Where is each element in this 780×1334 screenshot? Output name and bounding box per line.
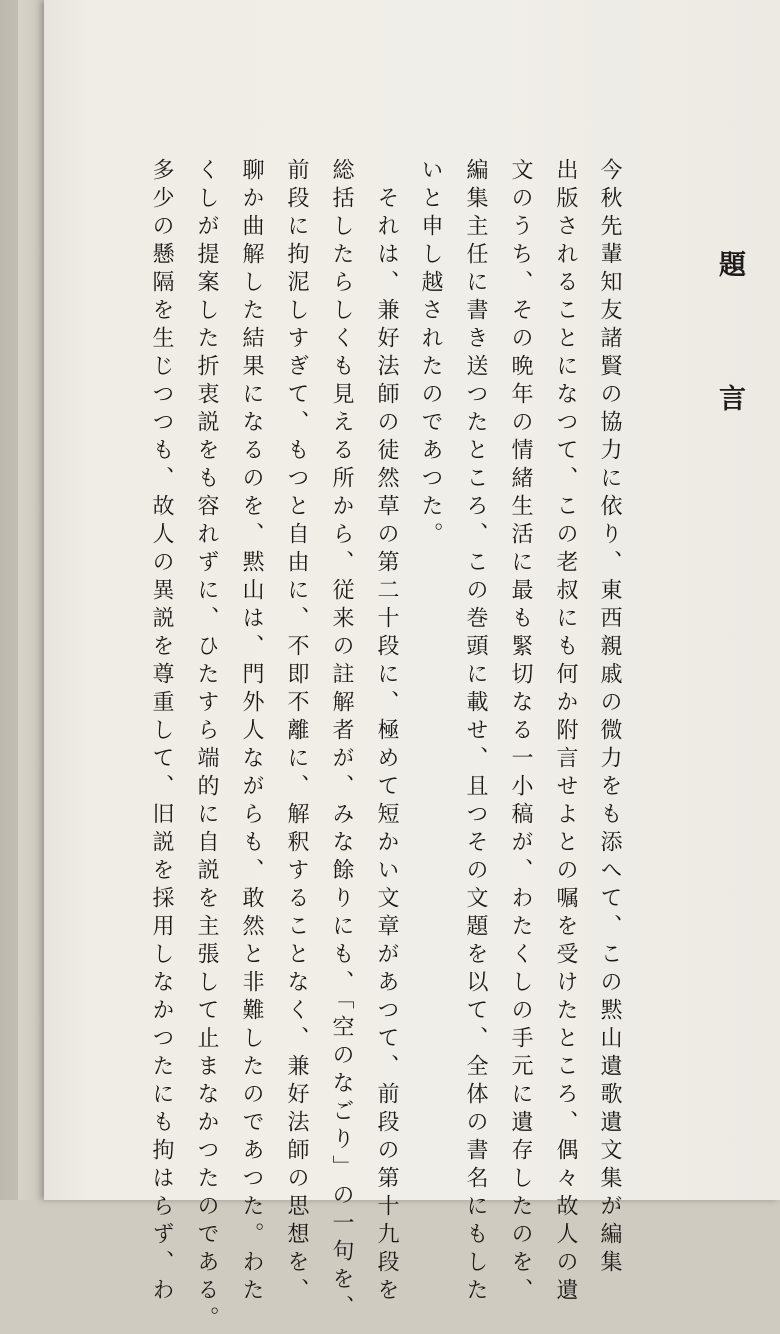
text-column-1: 今秋先輩知友諸賢の協力に依り、東西親戚の微力をも添へて、この黙山遺歌遺文集が編集 [597, 158, 622, 1278]
text-column-6: それは、兼好法師の徒然草の第二十段に、極めて短かい文章があつて、前段の第十九段を [374, 158, 399, 1306]
text-column-9: 聊か曲解した結果になるのを、黙山は、門外人ながらも、敢然と非難したのであつた。わた [239, 158, 264, 1306]
text-column-5: いと申し越されたのであつた。 [418, 158, 443, 550]
text-column-10: くしが提案した折衷説をも容れずに、ひたすら端的に自説を主張して止まなかつたのである。 [194, 158, 219, 1334]
text-column-7: 総括したらしくも見える所から、従来の註解者が、みな餘りにも、「空のなごり」の一句を、 [329, 158, 354, 1323]
book-page [44, 0, 780, 1334]
text-column-2: 出版されることになつて、この老叔にも何か附言せよとの嘱を受けたところ、偶々故人の遺 [553, 158, 578, 1306]
text-column-8: 前段に拘泥しすぎて、もつと自由に、不即不離に、解釈することなく、兼好法師の思想を、 [284, 158, 309, 1306]
text-column-11: 多少の懸隔を生じつつも、故人の異説を尊重して、旧説を採用しなかつたにも拘はらず、わ [149, 158, 174, 1306]
text-column-3: 文のうち、その晩年の情緒生活に最も緊切なる一小稿が、わたくしの手元に遺存したのを、 [508, 158, 533, 1306]
text-column-4: 編集主任に書き送つたところ、この巻頭に載せ、且つその文題を以て、全体の書名にもした [463, 158, 488, 1306]
page-heading: 題 言 [714, 250, 745, 451]
